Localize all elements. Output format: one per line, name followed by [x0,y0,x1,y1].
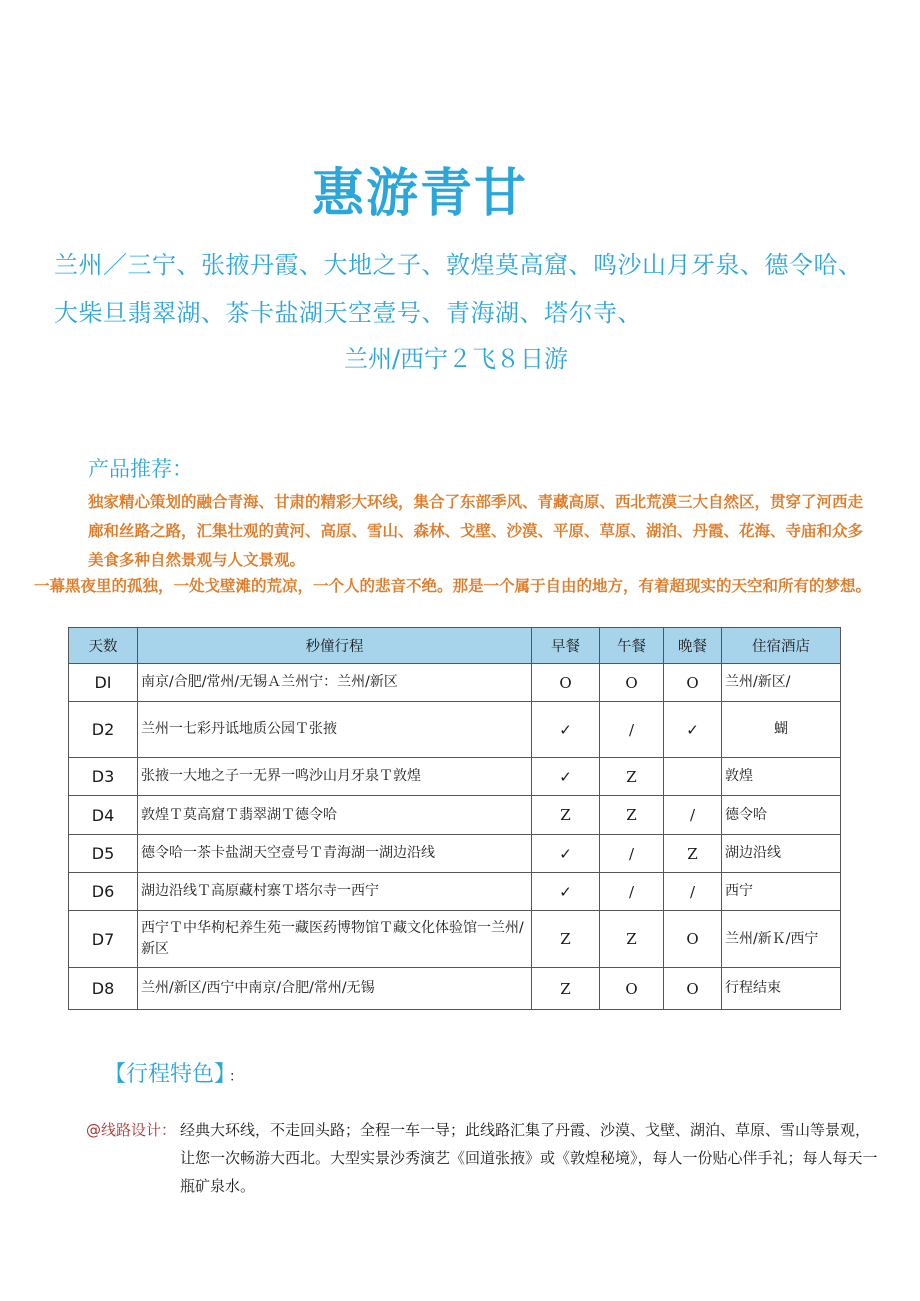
table-row [69,911,841,968]
itinerary-table [68,627,841,1010]
table-row [69,835,841,873]
row-dinner: ✓ [664,702,722,758]
row-breakfast: ✓ [532,873,600,911]
row-hotel: 蝴 [722,702,841,758]
row-route: 敦煌Ｔ莫高窟Ｔ翡翠湖Ｔ德令哈 [138,796,532,835]
route-design-label: @线路设计： [86,1121,177,1139]
subtitle-line-2: 大柴旦翡翠湖、茶卡盐湖天空壹号、青海湖、塔尔寺、 [54,299,642,327]
header-hotel: 住宿酒店 [722,628,841,664]
row-lunch: Z [600,796,664,835]
header-dinner: 晚餐 [664,628,722,664]
row-dinner: / [664,796,722,835]
row-breakfast: Z [532,968,600,1010]
row-lunch: / [600,873,664,911]
row-dinner: O [664,911,722,968]
row-breakfast: ✓ [532,835,600,873]
page-title: 惠游青甘 [311,164,528,224]
row-dinner: Z [664,835,722,873]
header-breakfast: 早餐 [532,628,600,664]
row-route: 兰州一七彩丹诋地质公园Ｔ张掖 [138,702,532,758]
row-route: 南京/合肥/常州/无锡Ａ兰州宁：兰州/新区 [138,664,532,702]
row-lunch: Z [600,758,664,796]
row-day: D6 [69,873,138,911]
table-row [69,873,841,911]
row-day: D4 [69,796,138,835]
row-lunch: O [600,968,664,1010]
row-dinner: / [664,873,722,911]
header-lunch: 午餐 [600,628,664,664]
header-day: 天数 [69,628,138,664]
row-route: 西宁Ｔ中华枸杞养生苑一藏医药博物馆Ｔ藏文化体验馆一兰州/新区 [138,911,532,968]
row-route: 德令哈一茶卡盐湖天空壹号Ｔ青海湖一湖边沿线 [138,835,532,873]
header-route: 秒僮行程 [138,628,532,664]
row-breakfast: ✓ [532,758,600,796]
row-dinner: O [664,968,722,1010]
row-route: 兰州/新区/西宁中南京/合肥/常州/无锡 [138,968,532,1010]
table-row [69,758,841,796]
row-hotel: 德令哈 [722,796,841,835]
row-dinner [664,758,722,796]
row-hotel: 兰州/新Ｋ/西宁 [722,911,841,968]
row-day: D7 [69,911,138,968]
row-day: D3 [69,758,138,796]
features-heading-text: 【行程特色】 [104,1062,226,1087]
subtitle-line-1: 兰州／三宁、张掖丹霞、大地之子、敦煌莫高窟、鸣沙山月牙泉、德令哈、 [54,251,863,279]
row-dinner: O [664,664,722,702]
row-breakfast: Z [532,911,600,968]
features-heading [104,1059,243,1093]
subtitle-line-3: 兰州/西宁２飞８日游 [343,345,569,373]
row-day: D5 [69,835,138,873]
table-row [69,796,841,835]
route-design-text: 经典大环线，不走回头路；全程一车一导；此线路汇集了丹霞、沙漠、戈壁、湖泊、草原、雪山等景观，让您一次畅游大西北。大型实景沙秀演艺《回道张掖》或《敦煌秘境》，每人一份贴心伴手礼；每人每天一瓶矿泉水。 [180,1121,878,1195]
recommend-quote: 一幕黑夜里的孤独，一处戈壁滩的荒凉，一个人的悲音不绝。那是一个属于自由的地方，有着超现实的天空和所有的梦想。 [34,577,872,595]
table-row [69,968,841,1010]
row-hotel: 兰州/新区/ [722,664,841,702]
row-lunch: Z [600,911,664,968]
table-row [69,702,841,758]
row-hotel: 行程结束 [722,968,841,1010]
row-lunch: O [600,664,664,702]
row-route: 湖边沿线Ｔ高原藏村寨Ｔ塔尔寺一西宁 [138,873,532,911]
row-breakfast: Z [532,796,600,835]
row-hotel: 西宁 [722,873,841,911]
row-hotel: 敦煌 [722,758,841,796]
recommend-heading: 产品推荐： [88,457,193,481]
row-lunch: / [600,835,664,873]
row-day: D2 [69,702,138,758]
row-route: 张掖一大地之子一无界一鸣沙山月牙泉Ｔ敦煌 [138,758,532,796]
recommend-paragraph: 独家精心策划的融合青海、甘肃的精彩大环线，集合了东部季风、青藏高原、西北荒漠三大自然区，贯穿了河西走廊和丝路之路，汇集壮观的黄河、高原、雪山、森林、戈壁、沙漠、平原、草原、湖泊、丹霞、花海、寺庙和众多美食多种自然景观与人文景观。 [88,493,864,569]
table-header-row [69,628,841,664]
row-day: D8 [69,968,138,1010]
features-heading-colon: ： [229,1069,244,1085]
row-lunch: / [600,702,664,758]
row-day: DI [69,664,138,702]
row-hotel: 湖边沿线 [722,835,841,873]
row-breakfast: ✓ [532,702,600,758]
table-row [69,664,841,702]
row-breakfast: O [532,664,600,702]
